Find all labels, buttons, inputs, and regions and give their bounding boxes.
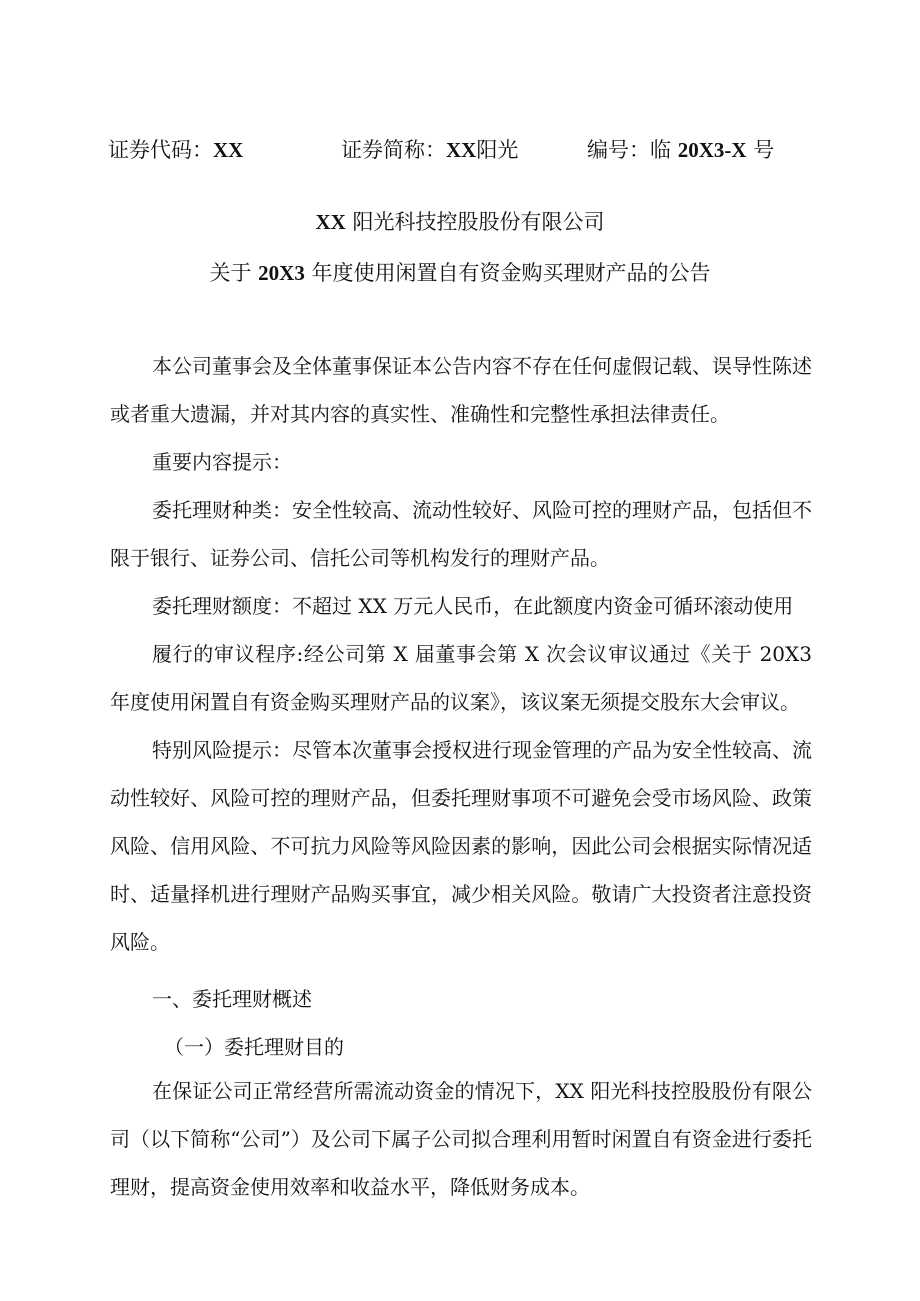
announcement-number-suffix: 号 bbox=[746, 138, 775, 162]
security-abbr bbox=[341, 134, 518, 164]
announcement-title-year: 20X3 bbox=[258, 261, 305, 285]
document-header bbox=[108, 134, 812, 164]
key-points-heading: 重要内容提示： bbox=[152, 450, 292, 474]
company-title-rest: 阳光科技控股股份有限公司 bbox=[345, 210, 605, 234]
security-abbr-label: 证券简称： bbox=[341, 138, 446, 162]
announcement-number bbox=[587, 134, 774, 164]
wm-type-paragraph: 委托理财种类：安全性较高、流动性较好、风险可控的理财产品，包括但不限于银行、证券公司、信托公司等机构发行的理财产品。 bbox=[110, 498, 812, 570]
announcement-title-pre: 关于 bbox=[209, 261, 259, 285]
announcement-number-value: 20X3-X bbox=[677, 138, 747, 162]
wm-amount-paragraph: 委托理财额度：不超过 XX 万元人民币，在此额度内资金可循环滚动使用 bbox=[152, 594, 794, 618]
purpose-paragraph: 在保证公司正常经营所需流动资金的情况下，XX 阳光科技控股股份有限公司（以下简称“公司”）及公司下属子公司拟合理利用暂时闲置自有资金进行委托理财，提高资金使用效率和收益水平，降低财务成本。 bbox=[110, 1079, 812, 1199]
announcement-title bbox=[0, 257, 920, 287]
risk-warning-paragraph: 特别风险提示：尽管本次董事会授权进行现金管理的产品为安全性较高、流动性较好、风险可控的理财产品，但委托理财事项不可避免会受市场风险、政策风险、信用风险、不可抗力风险等风险因素的影响，因此公司会根据实际情况适时、适量择机进行理财产品购买事宜，减少相关风险。敬请广大投资者注意投资风险。 bbox=[110, 738, 812, 954]
security-code-label: 证券代码： bbox=[108, 138, 213, 162]
security-code bbox=[108, 134, 243, 164]
subsection-heading-1-1: （一）委托理财目的 bbox=[164, 1035, 344, 1059]
announcement-number-label: 编号：临 bbox=[587, 138, 678, 162]
announcement-title-rest: 年度使用闲置自有资金购买理财产品的公告 bbox=[304, 261, 711, 285]
security-abbr-value: XX bbox=[446, 138, 477, 162]
security-abbr-suffix: 阳光 bbox=[476, 138, 519, 162]
company-title bbox=[0, 206, 920, 236]
review-procedure-paragraph: 履行的审议程序:经公司第 X 届董事会第 X 次会议审议通过《关于 20X3 年度使用闲置自有资金购买理财产品的议案》，该议案无须提交股东大会审议。 bbox=[110, 642, 812, 714]
company-title-bold: XX bbox=[315, 210, 346, 234]
board-statement: 本公司董事会及全体董事保证本公告内容不存在任何虚假记载、误导性陈述或者重大遗漏，并对其内容的真实性、准确性和完整性承担法律责任。 bbox=[110, 354, 812, 426]
security-code-value: XX bbox=[213, 138, 244, 162]
section-heading-1: 一、委托理财概述 bbox=[152, 987, 312, 1011]
